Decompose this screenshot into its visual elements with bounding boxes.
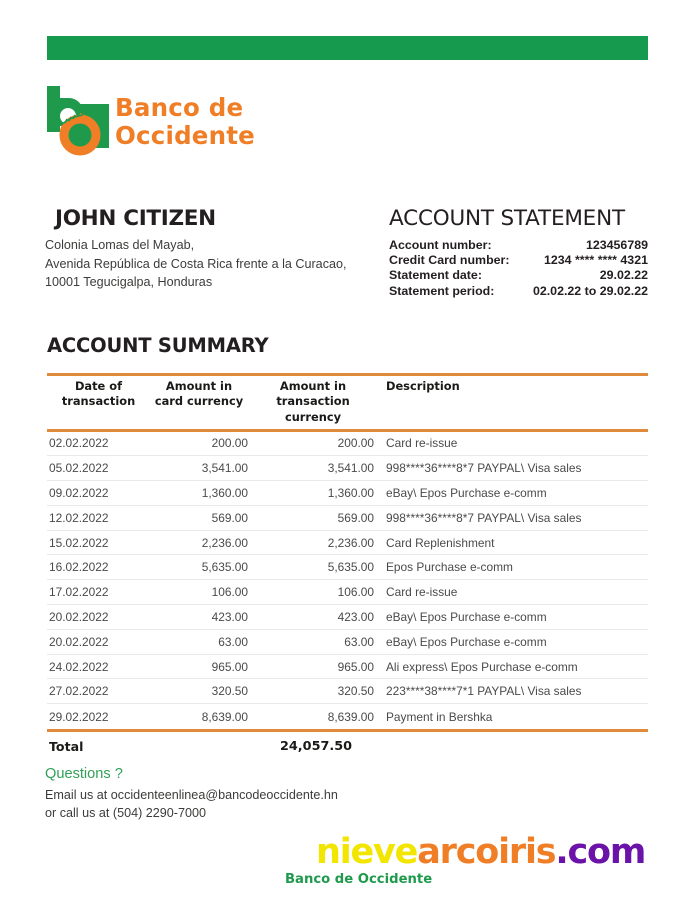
cell-transaction-amount: 320.50 <box>337 684 374 699</box>
column-header-description: Description <box>386 378 460 393</box>
cell-card-amount: 965.00 <box>211 659 248 674</box>
cell-transaction-amount: 965.00 <box>337 659 374 674</box>
total-row <box>47 732 648 758</box>
cell-date: 20.02.2022 <box>49 609 109 624</box>
cell-transaction-amount: 8,639.00 <box>327 709 374 724</box>
table-row <box>47 580 648 605</box>
statement-field-credit-card-number <box>389 253 648 268</box>
cell-transaction-amount: 5,635.00 <box>327 560 374 575</box>
cell-description: Epos Purchase e-comm <box>386 560 513 575</box>
banco-de-occidente-logo-icon <box>47 86 109 158</box>
cell-transaction-amount: 569.00 <box>337 510 374 525</box>
watermark-part-1: nieve <box>316 832 418 872</box>
cell-card-amount: 320.50 <box>211 684 248 699</box>
cell-card-amount: 63.00 <box>218 634 248 649</box>
cell-card-amount: 2,236.00 <box>201 535 248 550</box>
cell-card-amount: 200.00 <box>211 436 248 451</box>
table-row <box>47 704 648 729</box>
cell-date: 12.02.2022 <box>49 510 109 525</box>
table-row <box>47 679 648 704</box>
header-green-bar <box>47 36 648 60</box>
total-value: 24,057.50 <box>280 738 353 754</box>
cell-date: 15.02.2022 <box>49 535 109 550</box>
table-row <box>47 630 648 655</box>
customer-name: JOHN CITIZEN <box>55 206 216 231</box>
cell-description: eBay\ Epos Purchase e-comm <box>386 634 547 649</box>
transactions-table <box>47 373 648 758</box>
address-line-2: Avenida República de Costa Rica frente a la Curacao, <box>45 256 347 271</box>
field-value: 29.02.22 <box>599 268 648 283</box>
cell-card-amount: 1,360.00 <box>201 485 248 500</box>
address-line-3: 10001 Tegucigalpa, Honduras <box>45 275 213 290</box>
column-header-date: Date of transaction <box>61 378 136 408</box>
cell-description: eBay\ Epos Purchase e-comm <box>386 485 547 500</box>
cell-transaction-amount: 106.00 <box>337 585 374 600</box>
address-line-1: Colonia Lomas del Mayab, <box>45 238 195 252</box>
table-row <box>47 432 648 457</box>
cell-description: Card Replenishment <box>386 535 495 550</box>
table-header-row <box>47 376 648 430</box>
table-row <box>47 655 648 680</box>
cell-date: 17.02.2022 <box>49 585 109 600</box>
cell-date: 16.02.2022 <box>49 560 109 575</box>
table-row <box>47 481 648 506</box>
column-header-card-currency: Amount in card currency <box>154 378 244 408</box>
cell-transaction-amount: 1,360.00 <box>327 485 374 500</box>
field-value: 123456789 <box>585 238 648 252</box>
cell-description: Card re-issue <box>386 436 458 451</box>
cell-date: 29.02.2022 <box>49 709 109 724</box>
column-header-transaction-currency: Amount in transaction currency <box>276 378 350 424</box>
statement-field-statement-period <box>389 284 648 299</box>
cell-card-amount: 423.00 <box>211 609 248 624</box>
cell-card-amount: 106.00 <box>211 585 248 600</box>
cell-transaction-amount: 423.00 <box>337 609 374 624</box>
statement-field-account-number <box>389 238 648 253</box>
statement-field-statement-date <box>389 268 648 283</box>
total-label: Total <box>49 738 84 754</box>
cell-description: Ali express\ Epos Purchase e-comm <box>386 659 578 674</box>
cell-transaction-amount: 63.00 <box>344 634 374 649</box>
table-row <box>47 506 648 531</box>
account-summary-title: ACCOUNT SUMMARY <box>47 334 269 357</box>
cell-description: eBay\ Epos Purchase e-comm <box>386 609 547 624</box>
cell-card-amount: 8,639.00 <box>201 709 248 724</box>
cell-card-amount: 3,541.00 <box>201 461 248 476</box>
field-value: 1234 **** **** 4321 <box>543 253 648 268</box>
cell-transaction-amount: 2,236.00 <box>327 535 374 550</box>
table-row <box>47 456 648 481</box>
logo-word-line1: Banco de <box>115 93 244 122</box>
cell-description: Payment in Bershka <box>386 709 493 724</box>
transactions-body <box>47 432 648 730</box>
logo-wordmark <box>115 94 255 150</box>
contact-phone-line: or call us at (504) 2290-7000 <box>45 806 207 821</box>
field-value: 02.02.22 to 29.02.22 <box>532 283 648 298</box>
cell-card-amount: 569.00 <box>211 510 248 525</box>
statement-title: ACCOUNT STATEMENT <box>389 206 625 231</box>
cell-description: Card re-issue <box>386 585 458 600</box>
watermark-subtitle: Banco de Occidente <box>285 872 433 887</box>
cell-card-amount: 5,635.00 <box>201 560 248 575</box>
cell-date: 20.02.2022 <box>49 634 109 649</box>
cell-date: 27.02.2022 <box>49 684 109 699</box>
contact-email-line: Email us at occidenteenlinea@bancodeoccidente.hn <box>45 788 338 802</box>
table-row <box>47 531 648 556</box>
statement-meta <box>389 238 648 299</box>
customer-address <box>45 236 390 292</box>
logo-word-line2: Occidente <box>115 121 255 150</box>
table-row <box>47 555 648 580</box>
cell-description: 223****38****7*1 PAYPAL\ Visa sales <box>386 684 582 699</box>
cell-date: 09.02.2022 <box>49 485 109 500</box>
cell-date: 02.02.2022 <box>49 436 109 451</box>
cell-transaction-amount: 3,541.00 <box>327 461 374 476</box>
questions-contact <box>45 786 465 823</box>
cell-description: 998****36****8*7 PAYPAL\ Visa sales <box>386 461 582 476</box>
field-label: Account number: <box>389 238 492 252</box>
questions-title: Questions ? <box>45 766 123 782</box>
watermark-text <box>316 833 645 871</box>
cell-date: 24.02.2022 <box>49 659 109 674</box>
cell-description: 998****36****8*7 PAYPAL\ Visa sales <box>386 510 582 525</box>
watermark-part-2: arcoiris <box>417 832 556 872</box>
watermark-part-3: .com <box>555 832 646 872</box>
field-label: Credit Card number: <box>389 253 510 268</box>
table-row <box>47 605 648 630</box>
cell-transaction-amount: 200.00 <box>337 436 374 451</box>
cell-date: 05.02.2022 <box>49 461 109 476</box>
bank-logo <box>47 86 255 164</box>
field-label: Statement date: <box>389 268 482 283</box>
field-label: Statement period: <box>389 283 495 298</box>
